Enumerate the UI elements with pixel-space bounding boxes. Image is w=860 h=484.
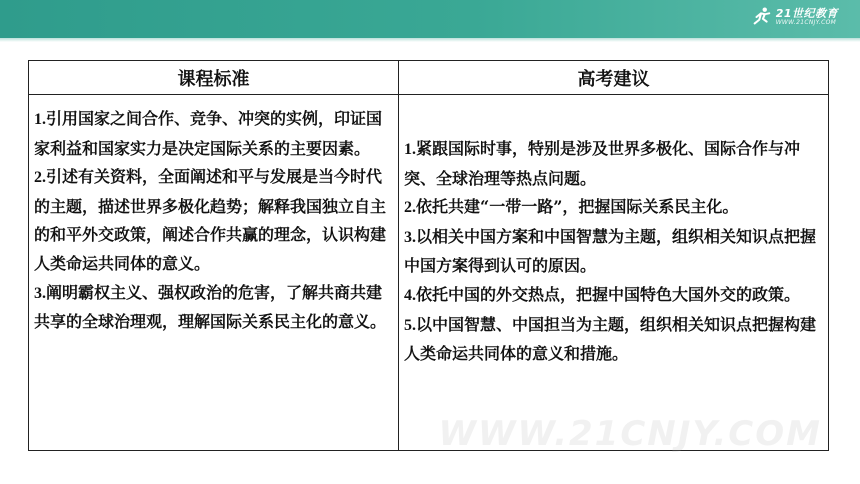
runner-icon — [751, 6, 773, 28]
item-text: 以相关中国方案和中国智慧为主题，组织相关知识点把握中国方案得到认可的原因。 — [404, 226, 817, 276]
brand-url: WWW.21CNJY.COM — [775, 18, 837, 26]
item-text: 引用国家之间合作、竞争、冲突的实例，印证国家利益和国家实力是决定国际关系的主要因素。 — [34, 109, 383, 158]
item-text: 阐明霸权主义、强权政治的危害，了解共商共建共享的全球治理观，理解国际关系民主化的意义。 — [34, 282, 387, 332]
item-number: 5. — [404, 316, 416, 334]
list-item — [34, 279, 386, 337]
list-item — [404, 135, 822, 193]
list-item — [404, 281, 822, 311]
list-item — [404, 223, 822, 281]
item-text: 依托中国的外交热点，把握中国特色大国外交的政策。 — [416, 284, 801, 304]
item-text: 依托共建“一带一路”，把握国际关系民主化。 — [416, 197, 739, 217]
item-number: 1. — [404, 141, 416, 158]
header-curriculum-standard: 课程标准 — [29, 61, 399, 95]
brand-name: 21世纪教育 — [775, 6, 838, 20]
header-band-fade — [0, 38, 860, 42]
list-item — [404, 311, 822, 369]
curriculum-table — [28, 60, 829, 451]
brand-logo-text — [776, 8, 838, 27]
item-number: 3. — [404, 228, 416, 246]
brand-logo — [751, 4, 838, 30]
item-number: 2. — [404, 199, 416, 217]
item-text: 紧跟国际时事，特别是涉及世界多极化、国际合作与冲突、全球治理等热点问题。 — [404, 139, 801, 188]
item-number: 3. — [34, 284, 46, 302]
item-number: 2. — [34, 169, 46, 187]
item-number: 1. — [34, 111, 46, 128]
list-item — [34, 163, 386, 278]
item-text: 以中国智慧、中国担当为主题，组织相关知识点把握构建人类命运共同体的意义和措施。 — [404, 314, 817, 364]
item-text: 引述有关资料，全面阐述和平与发展是当今时代的主题，描述世界多极化趋势；解释我国独立自主的和平外交政策，阐述合作共赢的理念，认识构建人类命运共同体的意义。 — [34, 167, 387, 273]
exam-advice-cell — [399, 95, 828, 450]
header-exam-advice: 高考建议 — [399, 61, 828, 95]
list-item — [34, 105, 386, 163]
item-number: 4. — [404, 286, 416, 304]
header-band — [0, 0, 860, 38]
brand-watermark: WWW.21CNJY.COM — [438, 414, 822, 454]
list-item — [404, 193, 822, 223]
curriculum-standard-cell — [29, 95, 399, 450]
